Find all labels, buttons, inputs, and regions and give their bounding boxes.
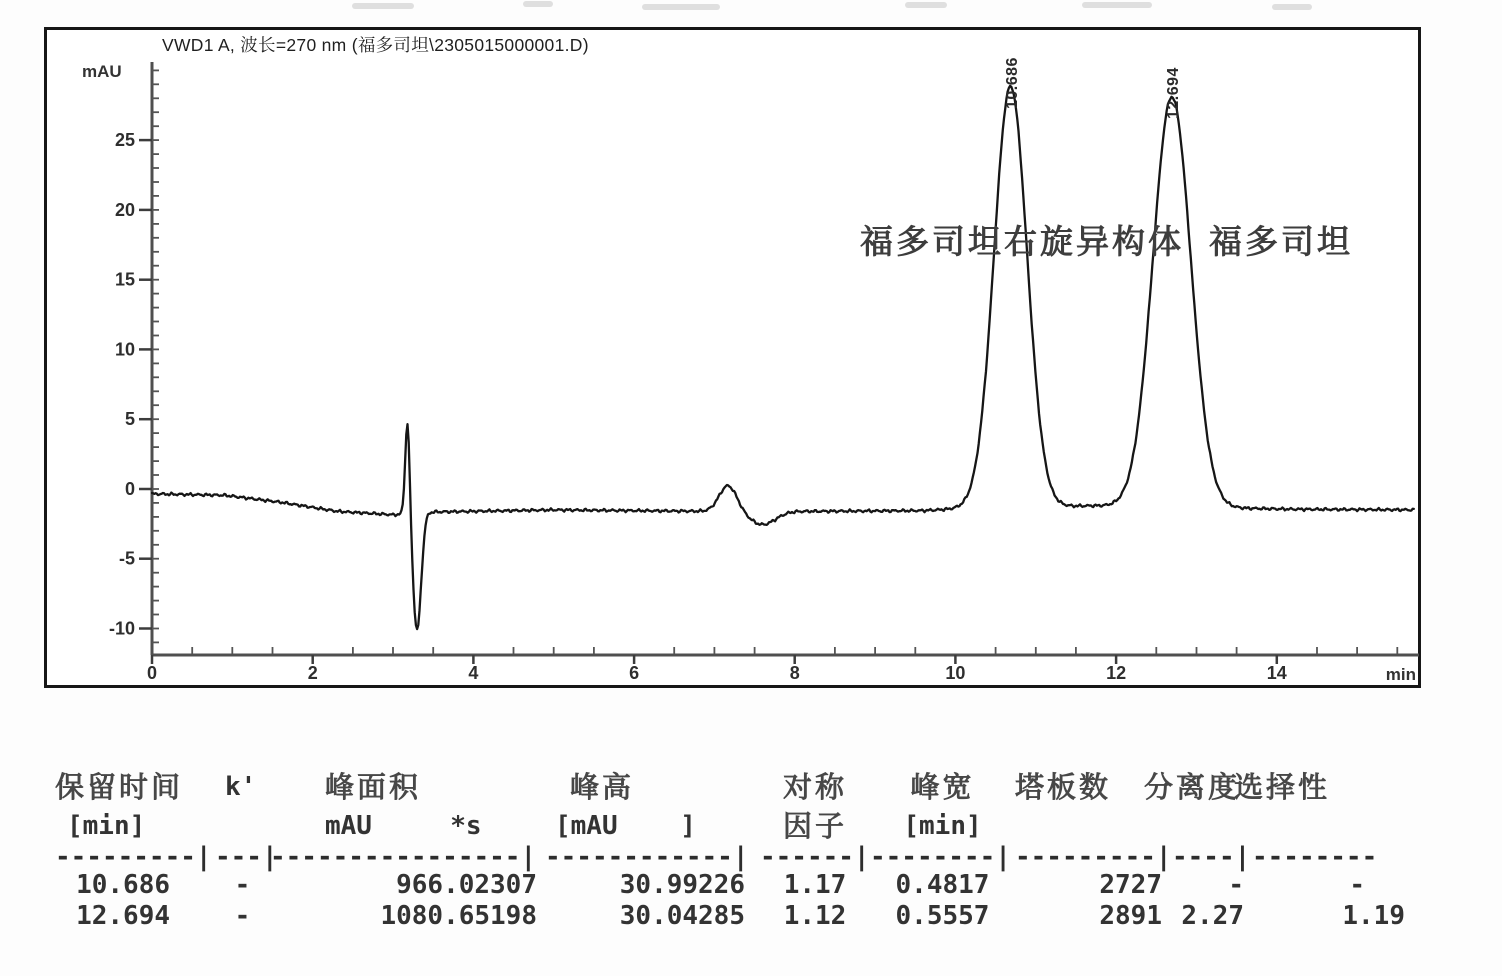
y-axis-unit-label: mAU	[82, 62, 122, 81]
col-unit-plate-count	[1015, 808, 1172, 844]
col-header-resolution: 分离度	[1144, 770, 1241, 804]
col-unit-selectivity	[1252, 808, 1410, 844]
peak-rt-label-1: 10.686	[1004, 57, 1021, 109]
peak-rt-label-2: 12.694	[1165, 67, 1182, 119]
col-header-symmetry-factor: 对称	[782, 770, 847, 804]
col-header-selectivity: 选择性	[1234, 770, 1331, 804]
r1-symmetry-factor: 1.17	[783, 870, 847, 900]
table-header-row-2	[55, 808, 1415, 844]
y-tick-label: 15	[114, 269, 135, 290]
r2-selectivity: 1.19	[1342, 901, 1405, 931]
scan-artifacts	[352, 1, 1312, 10]
r2-peak-area: 1080.65198	[380, 901, 537, 931]
y-tick-label: 20	[114, 199, 135, 220]
col-unit-k-prime	[215, 808, 270, 844]
x-tick-label: 4	[468, 663, 479, 683]
col-header-peak-area: 峰面积	[325, 770, 422, 804]
r2-plate-count: 2891	[1099, 901, 1162, 931]
r2-peak-width: 0.5557	[895, 901, 990, 931]
x-tick-label: 6	[629, 663, 640, 683]
x-tick-label: 0	[146, 663, 158, 683]
r2-symmetry-factor: 1.12	[783, 901, 847, 931]
table-separator-row	[55, 844, 1415, 870]
r2-retention-time: 12.694	[76, 901, 170, 931]
y-tick-label: 0	[124, 479, 135, 499]
x-tick-label: 14	[1266, 663, 1287, 683]
x-tick-label: 10	[945, 663, 966, 683]
col-header-plate-count: 塔板数	[1015, 770, 1112, 804]
x-tick-label: 8	[789, 663, 800, 683]
col-header-retention-time: 保留时间	[55, 770, 184, 804]
col-unit-peak-area: mAU *s	[325, 811, 482, 841]
table-header-row-1	[55, 766, 1415, 808]
col-header-peak-height: 峰高	[570, 770, 635, 804]
r1-selectivity: -	[1349, 870, 1365, 900]
separator-segment: ------|	[760, 842, 870, 872]
y-tick-label: 10	[114, 339, 135, 360]
x-axis-unit-label: min	[1385, 665, 1416, 684]
x-tick-label: 2	[307, 663, 318, 683]
separator-segment: --------	[1252, 842, 1378, 872]
r2-peak-height: 30.04285	[619, 901, 745, 931]
col-unit-peak-height: [mAU ]	[555, 811, 696, 841]
r1-peak-height: 30.99226	[619, 870, 745, 900]
col-unit-resolution	[1172, 808, 1252, 844]
y-tick-label: -10	[108, 618, 135, 639]
r1-k-prime: -	[234, 870, 251, 900]
table-row-peak-1	[55, 870, 1415, 901]
separator-segment: ------------|	[545, 842, 749, 872]
r2-k-prime: -	[234, 901, 251, 931]
r2-resolution: 2.27	[1181, 901, 1244, 931]
separator-segment: ----|	[1172, 842, 1251, 872]
table-row-peak-2	[55, 901, 1415, 932]
separator-segment: ---|	[215, 842, 278, 872]
integration-results-table	[55, 766, 1415, 932]
r1-resolution: -	[1228, 870, 1244, 900]
annotation-peak2-name: 福多司坦	[1209, 222, 1353, 261]
col-unit-retention-time: [min]	[67, 811, 146, 841]
r1-peak-area: 966.02307	[396, 870, 537, 900]
y-tick-label: 25	[114, 130, 135, 151]
y-tick-label: -5	[118, 548, 135, 569]
x-tick-label: 12	[1106, 663, 1127, 683]
col-header-peak-width: 峰宽	[910, 770, 975, 804]
separator-segment: ---------|	[55, 842, 212, 872]
separator-segment: ---------|	[1015, 842, 1172, 872]
separator-segment: --------|	[870, 842, 1011, 872]
y-tick-label: 5	[124, 409, 135, 430]
separator-segment: ----------------|	[270, 842, 537, 872]
r1-plate-count: 2727	[1099, 870, 1162, 900]
r1-retention-time: 10.686	[76, 870, 170, 900]
col-header-k-prime: k'	[225, 772, 257, 802]
annotation-peak1-name: 福多司坦右旋异构体	[860, 222, 1184, 261]
col-unit-symmetry-factor: 因子	[782, 809, 847, 843]
r1-peak-width: 0.4817	[895, 870, 990, 900]
col-unit-peak-width: [min]	[903, 811, 982, 841]
chart-title: VWD1 A, 波长=270 nm (福多司坦\2305015000001.D)	[162, 35, 589, 55]
chart-frame	[46, 29, 1420, 687]
